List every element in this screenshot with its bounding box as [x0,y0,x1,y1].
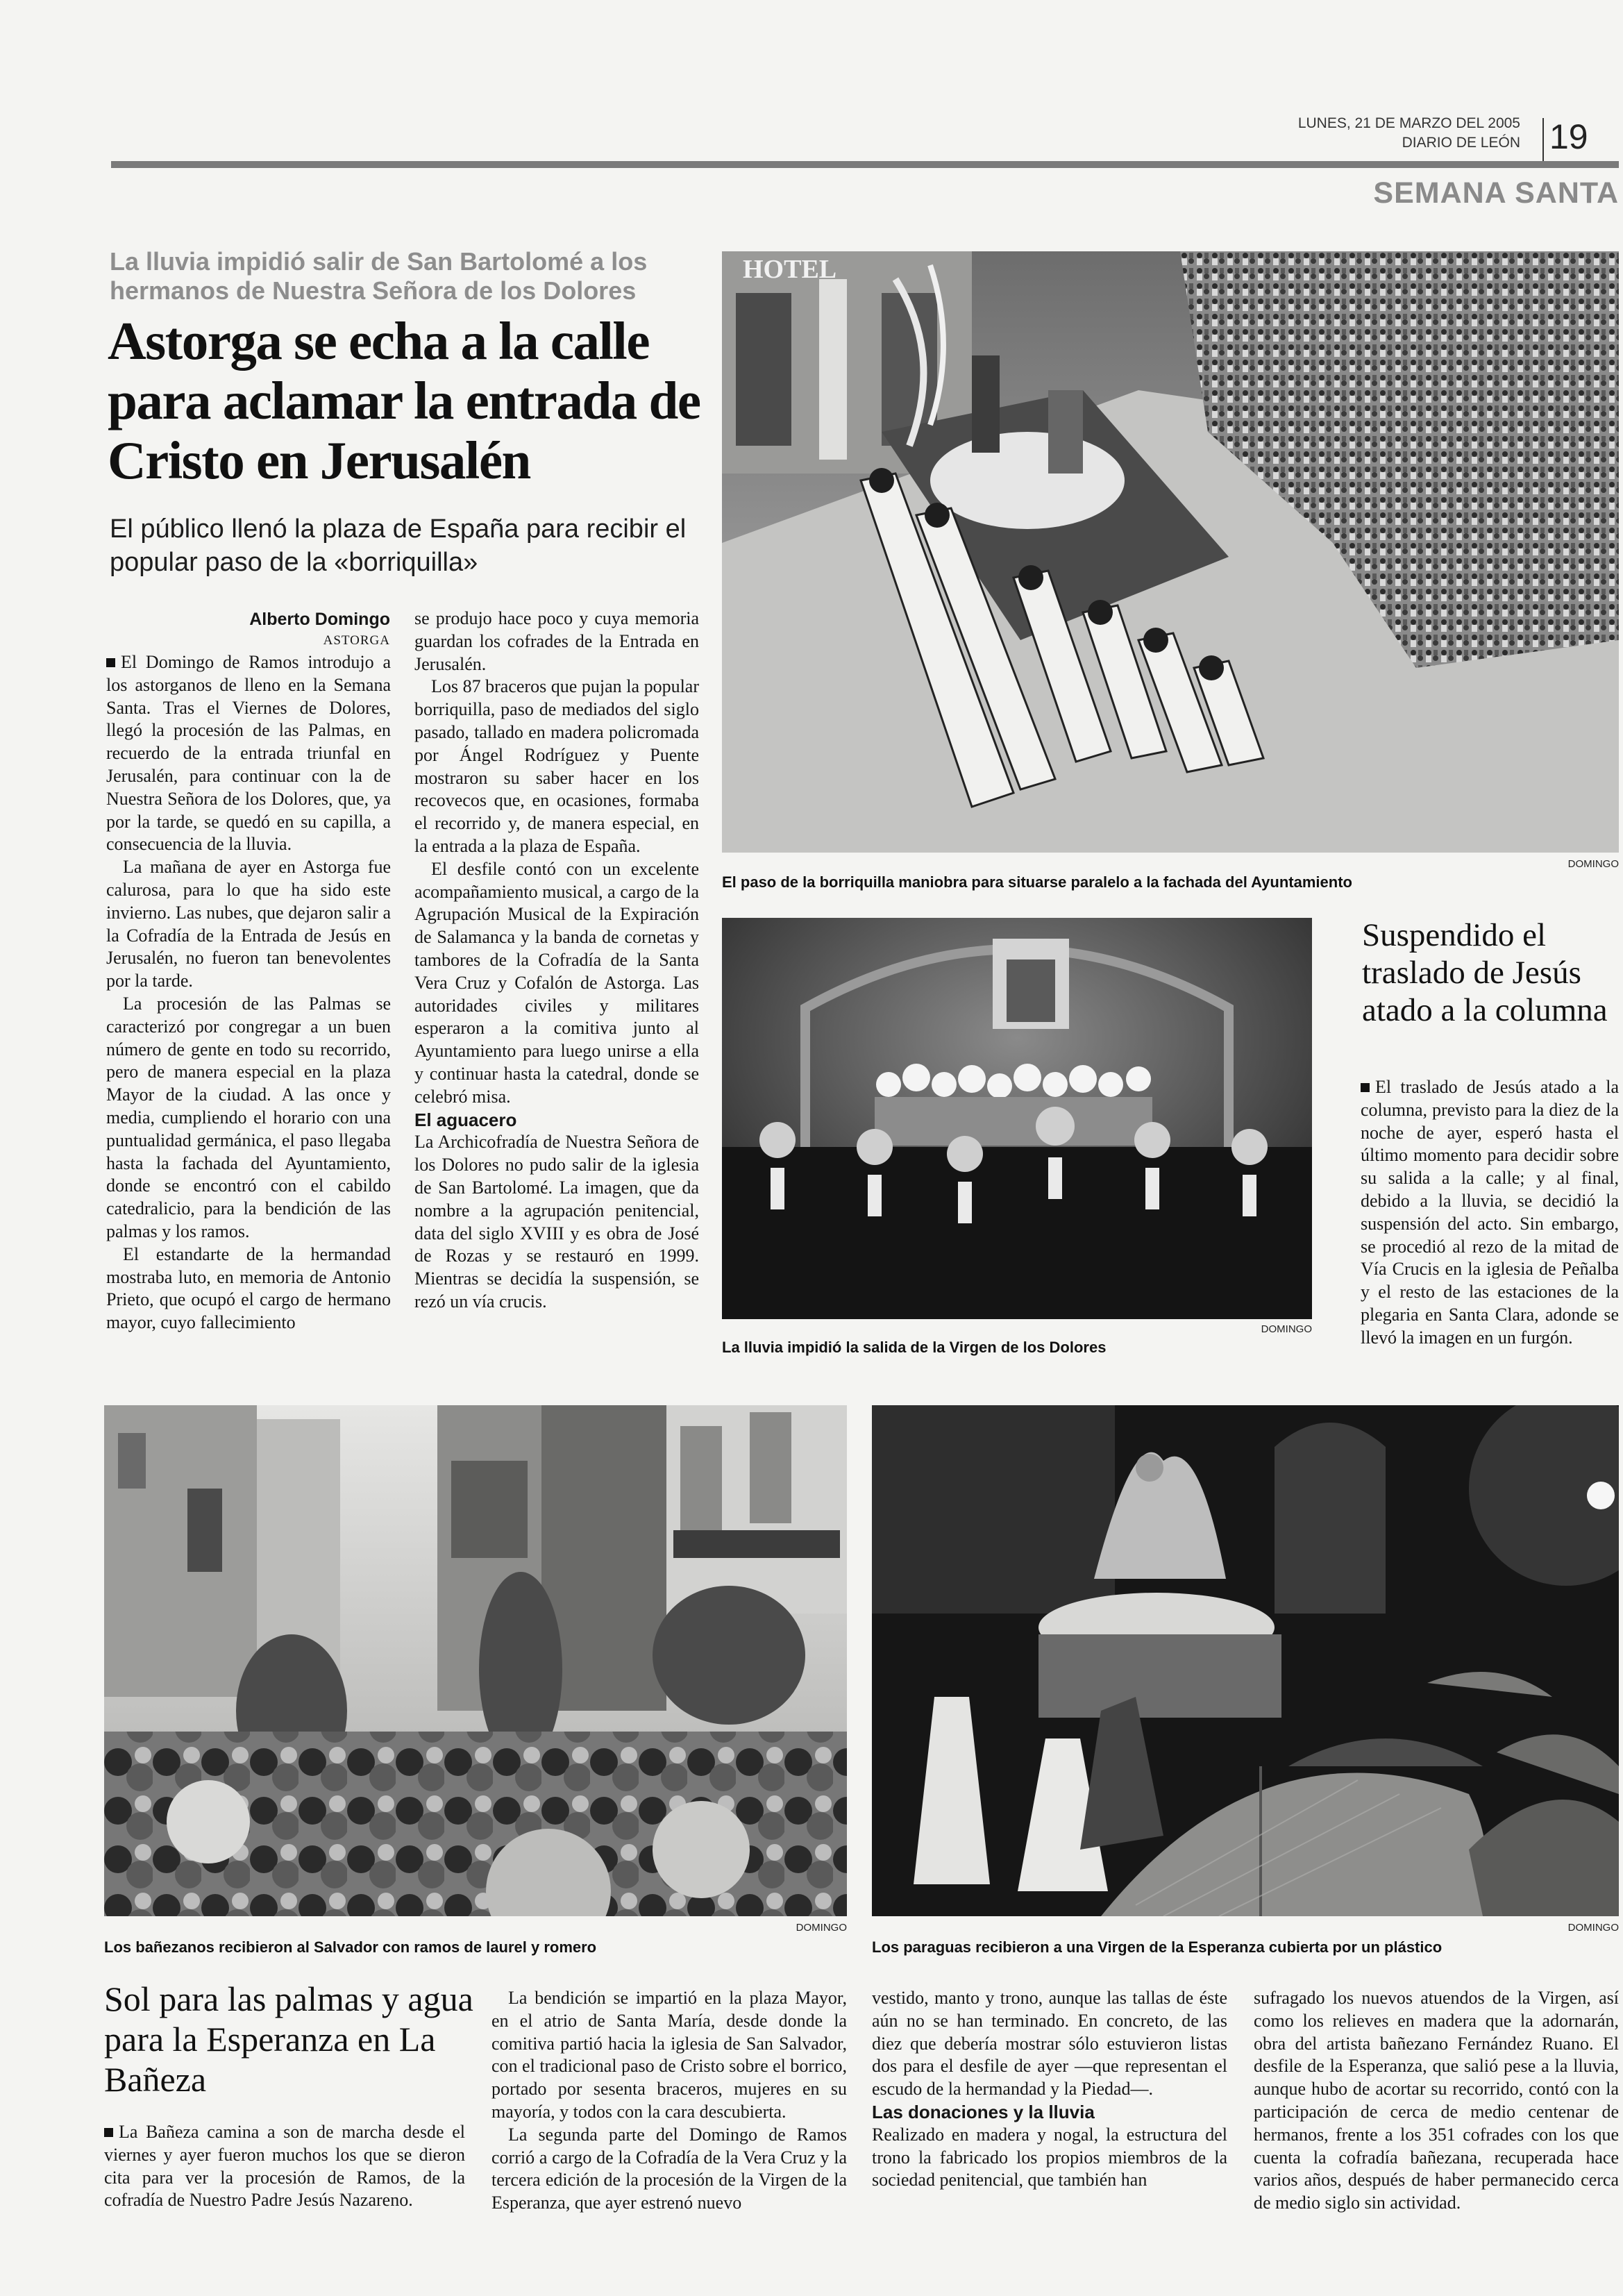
bullet-square-icon [104,2128,113,2137]
photo-caption-dolores: La lluvia impidió la salida de la Virgen de los Dolores [722,1339,1107,1356]
bullet-square-icon [106,658,115,667]
photo-caption-banezanos: Los bañezanos recibieron al Salvador con ramos de laurel y romero [104,1938,597,1956]
byline-location: ASTORGA [323,633,390,648]
photo-caption-paraguas: Los paraguas recibieron a una Virgen de la Esperanza cubierta por un plástico [872,1938,1443,1956]
paragraph: La Archicofradía de Nuestra Señora de los Dolores no pudo salir de la iglesia de San Bartolomé. La imagen, que da nombre a la agrupación penitencial, data del siglo XVIII y es obra de José de Rozas y se restauró en 1999. Mientras se decidía la suspensión, se rezó un vía crucis. [414,1132,699,1312]
photo-credit: DOMINGO [1261,1323,1312,1335]
bottom-column-4 [1254,1987,1619,2215]
bottom-column-3 [872,1987,1227,2192]
paragraph: La segunda parte del Domingo de Ramos corrió a cargo de la Cofradía de la Vera Cruz y la tercera edición de la procesión de la Virgen de la Esperanza, que ayer estrenó nuevo [491,2124,847,2213]
bottom-column-2 [491,1987,847,2215]
paragraph: La procesión de las Palmas se caracterizó por congregar a un buen número de gente en todo su recorrido, pero de manera especial en la plaza Mayor de la ciudad. A las once y media, cumpliendo el horario con una puntualidad germánica, el paso llegaba hasta la fachada del Ayuntamiento, donde se encontró con el cabildo catedralicio, para la bendición de las palmas y los ramos. [106,993,391,1241]
bottom-intro: La Bañeza camina a son de marcha desde el viernes y ayer fueron muchos los que se dieron cita para ver la procesión de Ramos, de la cofradía de Nuestro Padre Jesús Nazareno. [104,2122,465,2211]
photo-credit: DOMINGO [1567,858,1619,870]
section-title: SEMANA SANTA [1373,176,1619,210]
page-number: 19 [1549,117,1588,156]
paragraph: Los 87 braceros que pujan la popular borriquilla, paso de mediados del siglo pasado, tallado en madera policromada por Ángel Rodríguez y Puente mostraron su saber hacer en los recovecos que, en ocasiones, formaba el recorrido y, de manera especial, en la entrada a la plaza de España. [414,676,699,856]
subhead-donaciones: Las donaciones y la lluvia [872,2101,1095,2122]
photo-credit: DOMINGO [796,1922,847,1934]
hotel-sign: HOTEL [743,255,837,284]
paragraph: sufragado los nuevos atuendos de la Virgen, así como los relieves en madera que la adornarán, obra del artista bañezano Fernández Ruano. El desfile de la Esperanza, que salió pese a la lluvia, aunque hubo de acortar su recorrido, contó con la participación de cerca de medio centenar de hermanos, frente a los 351 cofrades con los que cuenta la cofradía bañezana, recuperada hace varios años, después de haber permanecido cerca de medio siglo sin actividad. [1254,1988,1619,2213]
bottom-headline: Sol para las palmas y agua para la Esperanza en La Bañeza [104,1979,473,2099]
byline-author: Alberto Domingo [249,610,390,629]
photo-caption-borriquilla: El paso de la borriquilla maniobra para situarse paralelo a la fachada del Ayuntamiento [722,873,1352,891]
virgen-dolores-image [722,918,1312,1319]
photo-banezanos [104,1405,847,1916]
paragraph: Realizado en madera y nogal, la estructura del trono la fabricado los propios miembros de la sociedad penitencial, que también han [872,2124,1227,2190]
header-date: LUNES, 21 DE MARZO DEL 2005 [1297,115,1520,131]
paragraph: La mañana de ayer en Astorga fue calurosa, para lo que ha sido este invierno. Las nubes, que dejaron salir a la Cofradía de la Entrada de Jesús en Jerusalén, no fueron tan benevolentes por la tarde. [106,857,391,991]
header-divider [1542,118,1544,162]
paragraph: El Domingo de Ramos introdujo a los astorganos de lleno en la Semana Santa. Tras el Viernes de Dolores, llegó la procesión de las Palmas, en recuerdo de la entrada triunfal en Jerusalén, para continuar con la de Nuestra Señora de los Dolores, que, ya por la tarde, se quedó en su capilla, a consecuencia de la lluvia. [106,652,391,855]
main-story-column-2 [414,607,699,1314]
photo-paraguas [872,1405,1619,1916]
banezanos-crowd-image [104,1405,847,1916]
sidebar-text: El traslado de Jesús atado a la columna, previsto para la diez de la noche de ayer, esperó hasta el último momento para decidir sobre su salida a la calle; y al final, debido a la lluvia, se decidió la suspensión del acto. Sin embargo, se procedió al rezo de la mitad de Vía Crucis en la iglesia de Peñalba y el resto de las estaciones de la plegaria en Santa Clara, adonde se llevó la imagen en un furgón. [1361,1077,1619,1348]
sidebar-headline: Suspendido el traslado de Jesús atado a la columna [1362,917,1608,1028]
main-story-column-1 [106,651,391,1334]
photo-dolores [722,918,1312,1319]
bullet-square-icon [1361,1083,1370,1092]
subheadline: El público llenó la plaza de España para recibir el popular paso de la «borriquilla» [110,514,687,577]
headline: Astorga se echa a la calle para aclamar la entrada de Cristo en Jerusalén [108,311,700,490]
photo-borriquilla [722,251,1619,853]
borriquilla-procession-image [722,251,1619,853]
header-rule [111,161,1619,168]
kicker: La lluvia impidió salir de San Bartolomé a los hermanos de Nuestra Señora de los Dolores [110,247,648,305]
paragraph: se produjo hace poco y cuya memoria guardan los cofrades de la Entrada en Jerusalén. [414,608,699,674]
subhead-aguacero: El aguacero [414,1109,517,1130]
header-newspaper: DIARIO DE LEÓN [1402,135,1520,151]
esperanza-umbrellas-image [872,1405,1619,1916]
paragraph: La bendición se impartió en la plaza Mayor, en el atrio de Santa María, desde donde la comitiva partió hacia la iglesia de San Salvador, con el tradicional paso de Cristo sobre el borrico, portado por sesenta braceros, mujeres en su mayoría, y todos con la cara descubierta. [491,1988,847,2122]
paragraph: El estandarte de la hermandad mostraba luto, en memoria de Antonio Prieto, que ocupó el cargo de hermano mayor, cuyo fallecimiento [106,1243,391,1333]
paragraph: El desfile contó con un excelente acompañamiento musical, a cargo de la Agrupación Musical de la Expiración de Salamanca y la banda de cornetas y tambores de la Cofradía de la Santa Vera Cruz y Cofalón de Astorga. Las autoridades civiles y militares esperaron a la comitiva junto al Ayuntamiento para luego unirse a ella y continuar hasta la catedral, donde se celebró misa. [414,858,699,1107]
paragraph: vestido, manto y trono, aunque las tallas de éste aún no se han terminado. En concreto, de las diez que debería mostrar sólo estuvieron listas dos para el desfile de ayer —que representan el escudo de la hermandad y la Piedad—. [872,1988,1227,2100]
photo-credit: DOMINGO [1567,1922,1619,1934]
